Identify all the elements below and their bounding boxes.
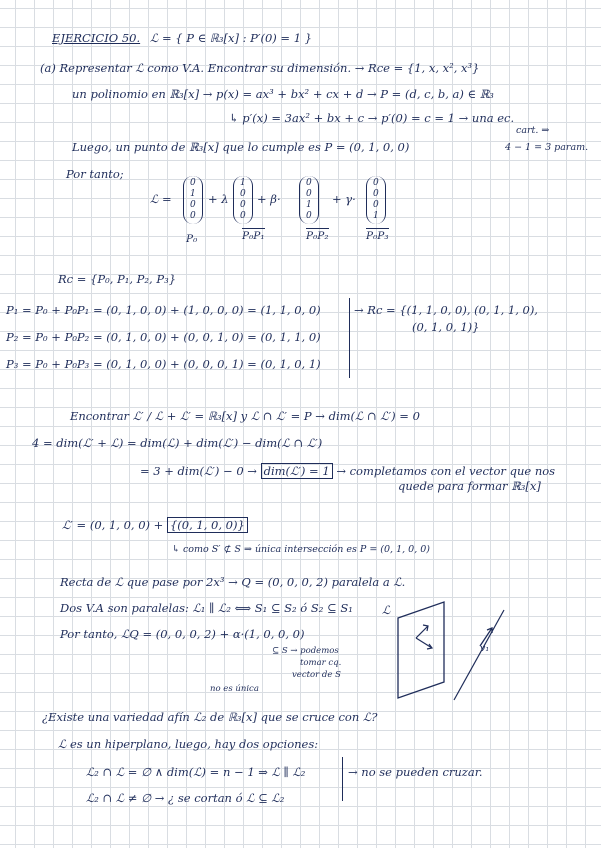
exercise-title (52, 31, 140, 45)
point-p2-line: P₂ = P₀ + P₀P₂ = (0, 1, 0, 0) + (0, 0, 1, 0) = (0, 1, 1, 0) (6, 330, 321, 344)
vector-p0p3-entry: 1 (373, 211, 379, 221)
vector-p0p1-entry: 0 (240, 211, 246, 221)
complete-note-2: quede para formar ℝ₃[x] (398, 479, 541, 493)
vector-p0-entry: 0 (190, 200, 196, 210)
vector-s-note: vector de S (292, 670, 341, 680)
intersection-note: ↳ como S′ ⊄ S ⇒ única intersección es P = (0, 1, 0, 0) (172, 544, 431, 555)
tomar-note: tomar cq. (300, 658, 342, 668)
label-p0p1: P₀P₁ (242, 230, 265, 242)
vector-p0p1-entry: 0 (240, 200, 246, 210)
vector-p0p2 (299, 176, 319, 224)
vector-a-icon (416, 626, 428, 638)
crossing-conclusion: → no se pueden cruzar. (348, 765, 483, 779)
vector-p0p2-entry: 0 (306, 189, 312, 199)
set-definition: ℒ = { P ∈ ℝ₃[x] : P′(0) = 1 } (150, 31, 312, 45)
vector-p0-entry: 0 (190, 211, 196, 221)
vector-p0p2-entry: 1 (306, 200, 312, 210)
derivative-line: ↳ p′(x) = 3ax² + bx + c → p′(0) = c = 1 → una ec. (229, 111, 515, 125)
reference-frame: Rc = {P₀, P₁, P₂, P₃} (58, 272, 177, 286)
lprime-point: ℒ′ = (0, 1, 0, 0) + (62, 518, 164, 532)
vector-p0p3-entry: 0 (373, 200, 379, 210)
vector-p0p2-entry: 0 (306, 211, 312, 221)
vector-p0 (183, 176, 203, 224)
point-p3-line: P₃ = P₀ + P₀P₃ = (0, 1, 0, 0) + (0, 0, 0, 1) = (0, 1, 0, 1) (6, 357, 321, 371)
dimension-step-text: = 3 + dim(ℒ′) − 0 → (140, 464, 257, 478)
point-p1-line: P₁ = P₀ + P₀P₁ = (0, 1, 0, 0) + (1, 0, 0, 0) = (1, 1, 0, 0) (6, 303, 321, 317)
option-2: ℒ₂ ∩ ℒ ≠ ∅ → ¿ se cortan ó ℒ ⊆ ℒ₂ (86, 791, 285, 805)
dimension-formula: 4 = dim(ℒ′ + ℒ) = dim(ℒ) + dim(ℒ′) − dim(ℒ ∩ ℒ′) (32, 436, 323, 450)
not-unique-note: no es única (210, 684, 259, 694)
vector-b-icon (416, 638, 432, 648)
plane-figure (392, 600, 532, 710)
bracket-divider (349, 298, 350, 378)
hyperplane-line: ℒ es un hiperplano, luego, hay dos opciones: (58, 737, 319, 751)
reference-result-2: (0, 1, 0, 1)} (412, 320, 480, 334)
crossing-question: ¿Existe una variedad afín ℒ₂ de ℝ₃[x] que se cruce con ℒ? (42, 710, 378, 724)
beta-coef: + β· (257, 192, 281, 206)
plane-shape (398, 602, 444, 698)
label-p0: P₀ (186, 233, 198, 245)
point-line: Luego, un punto de ℝ₃[x] que lo cumple es P = (0, 1, 0, 0) (72, 140, 410, 154)
lprime-span-box: {(0, 1, 0, 0)} (167, 517, 248, 533)
podemos-note: ⊆ S → podemos (272, 646, 339, 656)
lambda-coef: + λ (208, 192, 229, 206)
vector-p0-entry: 1 (190, 189, 196, 199)
exercise-title-text: EJERCICIO 50. (52, 31, 141, 45)
dimension-result-box: dim(ℒ′) = 1 (261, 463, 333, 479)
parallel-definition: Dos V.A son paralelas: ℒ₁ ∥ ℒ₂ ⟺ S₁ ⊆ S₂ ó S₂ ⊆ S₁ (60, 601, 353, 615)
parallel-result: Por tanto, ℒQ = (0, 0, 0, 2) + α·(1, 0, 0, 0) (60, 627, 305, 641)
vector-p0p3-entry: 0 (373, 189, 379, 199)
vector-p0p2-entry: 0 (306, 178, 312, 188)
param-count-note: 4 − 1 = 3 param. (505, 142, 589, 153)
equation-lhs: ℒ = (150, 192, 172, 206)
figure-label-l: ℒ (382, 603, 391, 617)
vector-p0p1 (233, 176, 253, 224)
part-a-statement: (a) Representar ℒ como V.A. Encontrar su dimensión. → Rce = {1, x, x², x³} (40, 61, 480, 75)
vector-p0-entry: 0 (190, 178, 196, 188)
vector-p0p3-entry: 0 (373, 178, 379, 188)
lprime-equation (62, 518, 248, 532)
label-p0p3: P₀P₃ (366, 230, 389, 242)
parallel-statement: Recta de ℒ que pase por 2x³ → Q = (0, 0, 0, 2) paralela a ℒ. (60, 575, 406, 589)
vector-p0p3 (366, 176, 386, 224)
figure-label-v1: v₁ (480, 643, 490, 654)
parallel-line (454, 610, 504, 700)
complete-note: → completamos con el vector que nos (336, 464, 556, 478)
vector-p0p1-entry: 0 (240, 189, 246, 199)
label-p0p2: P₀P₂ (306, 230, 329, 242)
reference-result-1: → Rc = {(1, 1, 0, 0), (0, 1, 1, 0), (354, 303, 538, 317)
option-1: ℒ₂ ∩ ℒ = ∅ ∧ dim(ℒ) = n − 1 ⇒ ℒ ∥ ℒ₂ (86, 765, 306, 779)
gamma-coef: + γ· (332, 192, 356, 206)
therefore-line: Por tanto; (66, 167, 124, 181)
options-bracket (342, 757, 343, 801)
vector-p0p1-entry: 1 (240, 178, 246, 188)
complement-statement: Encontrar ℒ′ / ℒ + ℒ′ = ℝ₃[x] y ℒ ∩ ℒ′ = P → dim(ℒ ∩ ℒ′) = 0 (70, 409, 420, 423)
polynomial-line: un polinomio en ℝ₃[x] → p(x) = ax³ + bx² + cx + d → P = (d, c, b, a) ∈ ℝ₃ (72, 87, 494, 101)
dimension-step (140, 464, 555, 478)
cartesian-note: cart. ⇒ (516, 125, 550, 136)
